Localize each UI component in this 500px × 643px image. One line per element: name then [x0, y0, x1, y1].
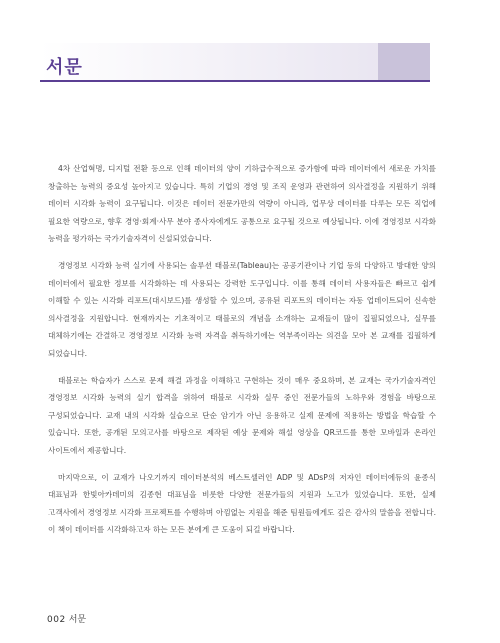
page-title: 서문 — [46, 57, 83, 78]
page-footer — [47, 612, 86, 625]
page-number: 002 — [47, 615, 66, 625]
header-accent-block — [378, 43, 430, 81]
header-rule — [40, 80, 430, 82]
header-band — [40, 43, 430, 81]
footer-section-label: 서문 — [68, 615, 87, 625]
paragraph-2: 경영정보 시각화 능력 실기에 사용되는 솔루션 태블로(Tableau)는 공공기관이나 기업 등의 다양하고 방대한 양의 데이터에서 필요한 정보를 시각화하는 데 사용되는 강력한 도구입니다. 이를 통해 데이터 사용자들은 빠르고 쉽게 이해할 수 있는 시각화 리포트(대시보드)를 생성할 수 있으며, 공유된 리포트의 데이터는 자동 업데이트되어 신속한 의사결정을 지원합니다. 현재까지는 기초적이고 태블로의 개념을 소개하는 교재들이 많이 집필되었으나, 실무를 대체하기에는 간결하고 경영정보 시각화 능력 자격을 취득하기에는 역부족이라는 의견을 모아 본 교재를 집필하게 되었습니다. — [48, 260, 436, 358]
body-text — [48, 160, 436, 548]
paragraph-4: 마지막으로, 이 교재가 나오기까지 데이터분석의 베스트셀러인 ADP 및 ADsP의 저자인 데이터에듀의 윤종식 대표님과 한빛아카데미의 김종현 대표님을 비롯한 다양한 전문가들의 지원과 노고가 있었습니다. 또한, 실제 고객사에서 경영정보 시각화 프로젝트를 수행하며 아낌없는 지원을 해준 팀원들에게도 깊은 감사의 말씀을 전합니다. 이 책이 데이터를 시각화하고자 하는 모든 분에게 큰 도움이 되길 바랍니다. — [48, 472, 436, 535]
paragraph-1: 4차 산업혁명, 디지털 전환 등으로 인해 데이터의 양이 기하급수적으로 증가함에 따라 데이터에서 새로운 가치를 창출하는 능력의 중요성 높아지고 있습니다. 특히 기업의 경영 및 조직 운영과 관련하여 의사결정을 지원하기 위해 데이터 시각화 능력이 요구됩니다. 이것은 데이터 전문가만의 역량이 아니라, 업무상 데이터를 다루는 모든 직업에 필요한 역량으로, 향후 경영·회계·사무 분야 종사자에게도 공통으로 요구될 것으로 예상됩니다. 이에 경영정보 시각화 능력을 평가하는 국가기술자격이 신설되었습니다. — [48, 164, 436, 244]
paragraph-3: 태블로는 학습자가 스스로 문제 해결 과정을 이해하고 구현하는 것이 매우 중요하며, 본 교재는 국가기술자격인 경영정보 시각화 능력의 실기 합격을 위하여 태블로 시각화 실무 중인 전문가들의 노하우와 경험을 바탕으로 구성되었습니다. 교재 내의 시각화 실습으로 단순 암기가 아닌 응용하고 실제 문제에 적용하는 방법을 학습할 수 있습니다. 또한, 공개된 모의고사를 바탕으로 제작된 예상 문제와 해설 영상을 QR코드를 통한 모바일과 온라인 사이트에서 제공합니다. — [48, 375, 436, 455]
